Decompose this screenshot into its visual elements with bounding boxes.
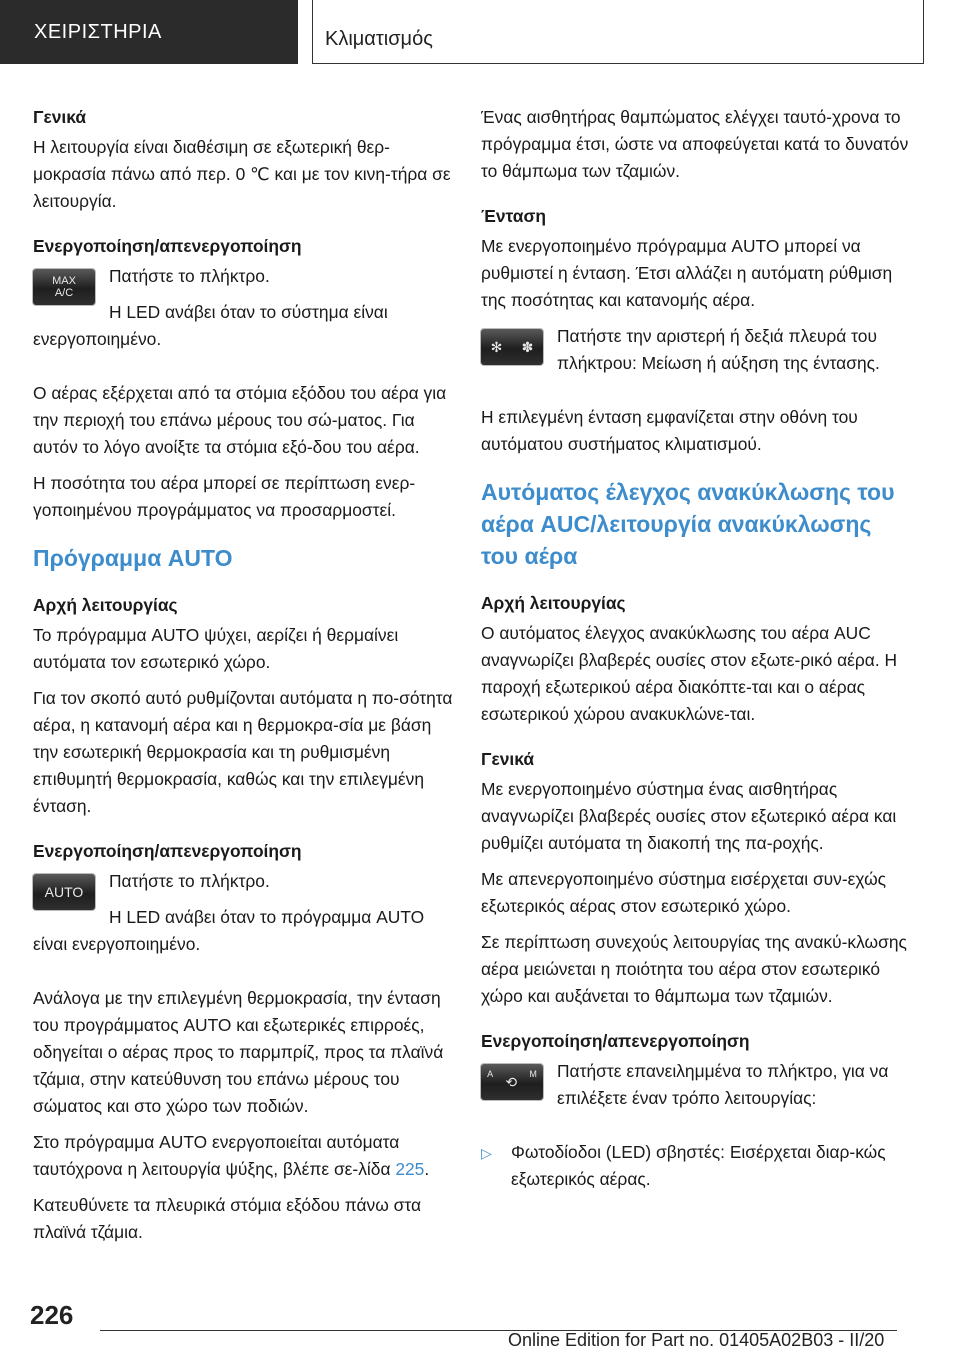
paragraph: Σε περίπτωση συνεχούς λειτουργίας της ανακύ-κλωσης αέρα μειώνεται η ποιότητα του αέρα στον εσωτερικό χώρο και αυξάνεται το θάμπωμα των τζαμιών. [481,932,907,1006]
paragraph: Κατευθύνετε τα πλευρικά στόμια εξόδου πάνω στα πλαϊνά τζάμια. [33,1195,422,1242]
heading-auc: Αυτόματος έλεγχος ανακύκλωσης του αέρα AUC/λειτουργία ανακύκλωσης του αέρα [481,479,895,569]
paragraph: Πατήστε επανειλημμένα το πλήκτρο, για να επιλέξετε έναν τρόπο λειτουργίας: [557,1061,889,1108]
text: Στο πρόγραμμα AUTO ενεργοποιείται αυτόματα ταυτόχρονα η λειτουργία ψύξης, βλέπε σε-λίδα [33,1132,400,1179]
auto-instruction [33,868,453,967]
ac-label: A/C [54,287,74,299]
max-label: MAX [52,275,76,287]
heading-intensity: Ένταση [481,206,546,226]
paragraph: Η LED ανάβει όταν το σύστημα είναι ενεργοποιημένο. [33,302,388,349]
right-column [481,104,909,1193]
text: . [424,1159,430,1179]
triangle-bullet-icon: ▷ [481,1145,492,1161]
paragraph: Η ποσότητα του αέρα μπορεί σε περίπτωση ενερ-γοποιημένου προγράμματος να προσαρμοστεί. [33,473,416,520]
mode-m-label: M [529,1069,537,1079]
section-tab: ΧΕΙΡΙΣΤΗΡΙΑ [0,0,298,64]
paragraph: Πατήστε την αριστερή ή δεξιά πλευρά του πλήκτρου: Μείωση ή αύξηση της έντασης. [557,326,880,373]
heading-auto-program: Πρόγραμμα AUTO [33,545,233,571]
page-header [0,0,960,64]
page-number: 226 [30,1300,74,1330]
edition-note: Online Edition for Part no. 01405A02B03 - II/20 [508,1330,885,1350]
paragraph: Η επιλεγμένη ένταση εμφανίζεται στην οθόνη του αυτόματου συστήματος κλιματισμού. [481,407,858,454]
paragraph: Με απενεργοποιημένο σύστημα εισέρχεται συν-εχώς εξωτερικός αέρας στον εσωτερικό χώρο. [481,869,887,916]
heading-principle: Αρχή λειτουργίας [33,595,178,615]
fan-high-icon: ✽ [521,339,534,355]
paragraph-with-link [33,1129,453,1183]
recirculation-button-icon [481,1064,543,1100]
auto-button-icon [33,874,95,910]
paragraph: Ο αέρας εξέρχεται από τα στόμια εξόδου του αέρα για την περιοχή του επάνω μέρους του σώ-ματος. Για αυτόν το λόγο ανοίξτε τα στόμια εξό-δου του αέρα. [33,383,447,457]
list-item [481,1139,909,1193]
heading-onoff: Ενεργοποίηση/απενεργοποίηση [33,236,302,256]
bullet-text: Φωτοδίοδοι (LED) σβηστές: Εισέρχεται διαρ-κώς εξωτερικός αέρας. [511,1142,886,1189]
heading-onoff: Ενεργοποίηση/απενεργοποίηση [33,841,302,861]
paragraph: Η λειτουργία είναι διαθέσιμη σε εξωτερική θερ-μοκρασία πάνω από περ. 0 ℃ και με τον κινη-τήρα σε λειτουργία. [33,137,451,211]
paragraph: Ένας αισθητήρας θαμπώματος ελέγχει ταυτό-χρονα το πρόγραμμα έτσι, ώστε να αποφεύγεται κατά το δυνατόν το θάμπωμα των τζαμιών. [481,107,909,181]
paragraph: Πατήστε το πλήκτρο. [109,266,270,286]
paragraph: Το πρόγραμμα AUTO ψύχει, αερίζει ή θερμαίνει αυτόματα τον εσωτερικό χώρο. [33,625,399,672]
heading-general: Γενικά [33,107,87,127]
heading-general: Γενικά [481,749,535,769]
max-ac-instruction [33,263,453,362]
paragraph: Με ενεργοποιημένο σύστημα ένας αισθητήρας αναγνωρίζει βλαβερές ουσίες στον εξωτερικό αέρα και ρυθμίζει αυτόματα τη διακοπή της πα-ροχής. [481,779,897,853]
left-column [33,104,453,1255]
paragraph: Η LED ανάβει όταν το πρόγραμμα AUTO είναι ενεργοποιημένο. [33,907,425,954]
auto-label: AUTO [44,884,84,900]
paragraph: Για τον σκοπό αυτό ρυθμίζονται αυτόματα η πο-σότητα αέρα, η κατανομή αέρα και η θερμοκρα-σία με βάση την εσωτερική θερμοκρασία και τη ρυθμισμένη επιθυμητή θερμοκρασία, καθώς και την επιλεγμένη ένταση. [33,688,453,816]
heading-onoff: Ενεργοποίηση/απενεργοποίηση [481,1031,750,1051]
heading-principle: Αρχή λειτουργίας [481,593,626,613]
paragraph: Ανάλογα με την επιλεγμένη θερμοκρασία, την ένταση του προγράμματος AUTO και εξωτερικές επιρροές, οδηγείται ο αέρας προς το παρμπρίζ, προς τα πλαϊνά τζάμια, στην κατεύθυνση του επάνω μέρους του σώματος και στο χώρο των ποδιών. [33,988,444,1116]
mode-a-label: A [487,1069,494,1079]
recirculation-instruction [481,1058,909,1121]
car-recirculation-icon: ⟲ [505,1074,518,1090]
paragraph: Πατήστε το πλήκτρο. [109,871,270,891]
fan-intensity-button-icon [481,329,543,365]
max-ac-button-icon [33,269,95,305]
chapter-title: Κλιματισμός [312,0,924,64]
paragraph: Με ενεργοποιημένο πρόγραμμα AUTO μπορεί να ρυθμιστεί η ένταση. Έτσι αλλάζει η αυτόματη ρύθμιση της ποσότητας και κατανομής αέρα. [481,236,893,310]
page-link-225[interactable]: 225 [395,1159,425,1179]
paragraph: Ο αυτόματος έλεγχος ανακύκλωσης του αέρα AUC αναγνωρίζει βλαβερές ουσίες στον εξωτε-ρικό αέρα. Η παροχή εξωτερικού αέρα διακόπτε-ται και ο αέρας εσωτερικού χώρου ανακυκλώνε-ται. [481,623,898,724]
intensity-instruction [481,323,909,386]
fan-low-icon: ✻ [490,339,503,355]
